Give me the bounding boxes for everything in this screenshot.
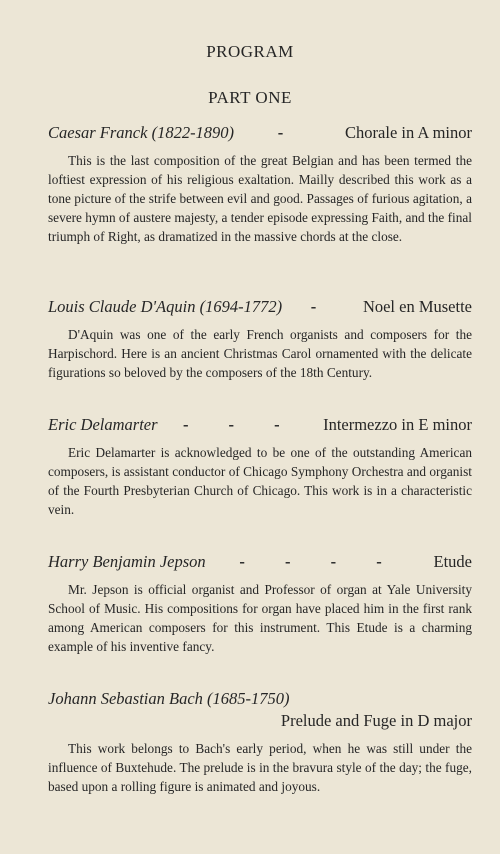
entry-description: This is the last composition of the great Belgian and has been termed the loftiest expression of his religious exaltation. Mailly described this work as a tone picture of the strife between evil and good. Passages of furious agitation, a severe hymn of austere majesty, a tender episode expressing Faith, and the final triumph of Right, as dramatized in the massive chords at the close. xyxy=(48,153,472,244)
program-heading: PROGRAM xyxy=(206,42,294,61)
composer-name: Louis Claude D'Aquin (1694-1772) xyxy=(48,297,283,316)
entry-title-row xyxy=(48,297,472,317)
entry-description: Mr. Jepson is official organist and Professor of organ at Yale University School of Music. His compositions for organ have placed him in the first rank among American composers for this instrument. This Etude is a charming example of his inventive fancy. xyxy=(48,582,472,654)
entry-title-row xyxy=(48,689,472,709)
program-entry xyxy=(48,552,472,656)
composer-name: Harry Benjamin Jepson xyxy=(48,552,206,571)
leader-dashes: - - - - xyxy=(239,552,400,571)
program-entry xyxy=(48,689,472,796)
work-title: Prelude and Fuge in D major xyxy=(280,711,472,730)
composer-name: Johann Sebastian Bach (1685-1750) xyxy=(48,689,290,708)
part-heading: PART ONE xyxy=(208,88,292,107)
leader-dashes: - - - xyxy=(182,415,298,434)
entry-title-row xyxy=(48,123,472,143)
entry-title-row xyxy=(48,415,472,435)
work-title: Chorale in A minor xyxy=(345,123,472,142)
work-title: Etude xyxy=(433,552,472,571)
composer-name: Eric Delamarter xyxy=(48,415,158,434)
leader-dashes: - xyxy=(277,123,302,142)
program-entry xyxy=(48,415,472,519)
work-title: Noel en Musette xyxy=(362,297,472,316)
work-title: Intermezzo in E minor xyxy=(323,415,472,434)
entry-description: Eric Delamarter is acknowledged to be one of the outstanding American composers, is assistant conductor of Chicago Symphony Orchestra and organist of the Fourth Presbyterian Church of Chicago. This work is in a characteristic vein. xyxy=(48,445,472,517)
program-entry xyxy=(48,123,472,246)
entry-description: This work belongs to Bach's early period, when he was still under the influence of Buxtehude. The prelude is in the bravura style of the day; the fuge, based upon a rolling figure is animated and joyous. xyxy=(48,741,472,794)
entry-description: D'Aquin was one of the early French organists and composers for the Harpischord. Here is an ancient Christmas Carol ornamented with the delicate figurations so beloved by the composers of the 18th Century. xyxy=(48,327,472,380)
leader-dashes: - xyxy=(310,297,335,316)
program-entry xyxy=(48,297,472,382)
composer-name: Caesar Franck (1822-1890) xyxy=(48,123,235,142)
entry-title-row xyxy=(48,552,472,572)
